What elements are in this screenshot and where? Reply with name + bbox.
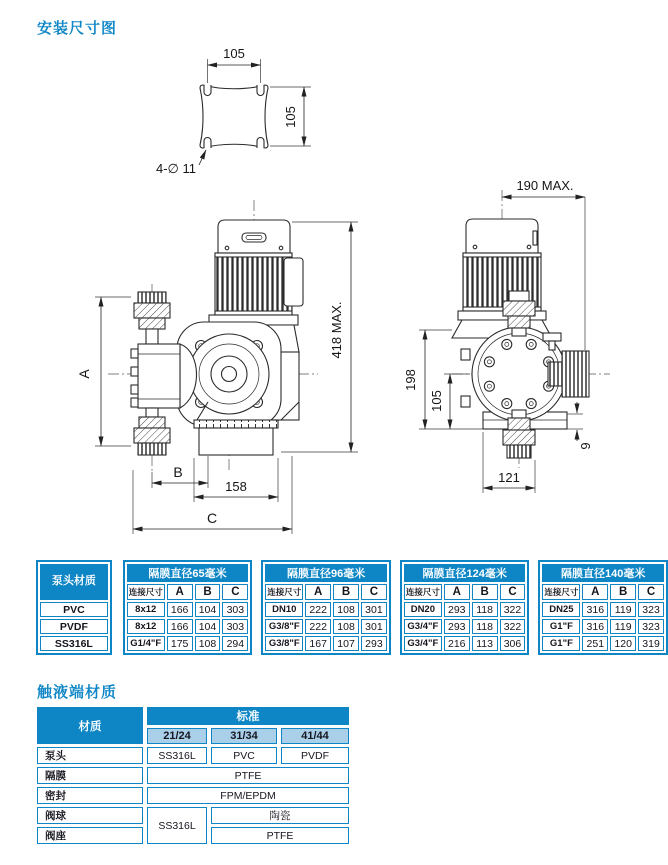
table-cell: 104	[195, 619, 221, 634]
pump-head-material-table	[36, 560, 112, 655]
table-cell: 167	[305, 636, 331, 651]
table-cell: G1"F	[542, 619, 580, 634]
table-cell: 322	[500, 619, 526, 634]
table-cell: 294	[222, 636, 248, 651]
pump-front-view-drawing	[76, 200, 358, 534]
dim-9-label: 9	[578, 442, 593, 450]
section-title-materials: 触液端材质	[37, 684, 118, 701]
column-header: 连接尺寸	[265, 584, 303, 600]
table-cell: PVDF	[281, 747, 349, 764]
plate-height-label: 105	[283, 106, 298, 128]
table-cell: 222	[305, 602, 331, 617]
diaphragm-140-table	[538, 560, 668, 655]
table-cell: 8x12	[127, 602, 165, 617]
table-cell: 303	[222, 602, 248, 617]
dim-198-label: 198	[403, 369, 418, 391]
dim-121-label: 121	[498, 470, 520, 485]
column-header: 连接尺寸	[542, 584, 580, 600]
table-cell: DN25	[542, 602, 580, 617]
table-cell: G3/8"F	[265, 619, 303, 634]
table-title: 隔膜直径140毫米	[542, 564, 664, 582]
table-cell: 306	[500, 636, 526, 651]
model-header: 31/34	[211, 728, 277, 744]
table-cell: 108	[333, 602, 359, 617]
table-cell: 316	[582, 602, 608, 617]
table-cell: 301	[361, 602, 387, 617]
column-header: C	[222, 584, 248, 600]
table-cell: FPM/EPDM	[147, 787, 349, 804]
column-header: 连接尺寸	[127, 584, 165, 600]
column-header: B	[333, 584, 359, 600]
column-header: A	[444, 584, 470, 600]
table-title: 隔膜直径96毫米	[265, 564, 387, 582]
column-header: A	[305, 584, 331, 600]
mounting-plate-drawing	[156, 46, 311, 176]
table-cell: G1/4"F	[127, 636, 165, 651]
table-cell: DN20	[404, 602, 442, 617]
column-header: B	[195, 584, 221, 600]
table-cell: 319	[638, 636, 664, 651]
table-cell: DN10	[265, 602, 303, 617]
table-cell: 216	[444, 636, 470, 651]
table-cell: 118	[472, 619, 498, 634]
table-cell: 8x12	[127, 619, 165, 634]
material-column-header: 材质	[37, 707, 143, 744]
section-title-installation: 安装尺寸图	[37, 20, 118, 37]
pump-head-material-header: 泵头材质	[40, 564, 108, 600]
dim-c-label: C	[206, 510, 218, 526]
table-cell: 104	[195, 602, 221, 617]
table-cell: 166	[167, 602, 193, 617]
column-header: C	[638, 584, 664, 600]
diaphragm-96-table	[261, 560, 391, 655]
table-cell: 113	[472, 636, 498, 651]
column-header: A	[582, 584, 608, 600]
row-label: 阀球	[37, 807, 143, 824]
table-cell: 251	[582, 636, 608, 651]
table-cell: SS316L	[147, 747, 207, 764]
standard-group-header: 标准	[147, 707, 349, 725]
column-header: A	[167, 584, 193, 600]
pump-side-view-drawing	[403, 178, 610, 493]
table-title: 隔膜直径124毫米	[404, 564, 526, 582]
diaphragm-65-table	[123, 560, 253, 655]
model-header: 41/44	[281, 728, 349, 744]
table-cell: 108	[195, 636, 221, 651]
table-cell: 323	[638, 619, 664, 634]
table-cell: 陶瓷	[211, 807, 349, 824]
row-label: 阀座	[37, 827, 143, 844]
diaphragm-124-table	[400, 560, 530, 655]
wetted-end-materials-table	[33, 704, 353, 847]
column-header: 连接尺寸	[404, 584, 442, 600]
dim-base-width-label: 158	[225, 479, 247, 494]
dim-105-label: 105	[429, 390, 444, 412]
table-cell: G3/4"F	[404, 636, 442, 651]
table-cell: 293	[444, 602, 470, 617]
table-cell: 107	[333, 636, 359, 651]
dimension-tables-row	[36, 560, 668, 655]
table-cell: 293	[444, 619, 470, 634]
table-cell: 118	[472, 602, 498, 617]
table-cell: 222	[305, 619, 331, 634]
column-header: B	[610, 584, 636, 600]
table-cell: 303	[222, 619, 248, 634]
table-cell: 316	[582, 619, 608, 634]
table-cell: 119	[610, 602, 636, 617]
table-cell: 108	[333, 619, 359, 634]
table-cell: 322	[500, 602, 526, 617]
table-cell: 120	[610, 636, 636, 651]
column-header: C	[361, 584, 387, 600]
dim-width-max-label: 190 MAX.	[516, 178, 574, 193]
table-cell: G3/4"F	[404, 619, 442, 634]
plate-width-label: 105	[223, 46, 245, 61]
table-cell: 323	[638, 602, 664, 617]
model-header: 21/24	[147, 728, 207, 744]
dim-b-label: B	[173, 464, 183, 480]
row-label: 泵头	[37, 747, 143, 764]
row-label: 隔膜	[37, 767, 143, 784]
table-cell: PTFE	[211, 827, 349, 844]
table-cell: PVC	[211, 747, 277, 764]
table-cell: PTFE	[147, 767, 349, 784]
table-cell: SS316L	[147, 807, 207, 844]
table-cell: 166	[167, 619, 193, 634]
table-cell: 293	[361, 636, 387, 651]
dim-height-label: 418 MAX.	[329, 301, 344, 359]
material-row: PVDF	[40, 619, 108, 634]
table-cell: G3/8"F	[265, 636, 303, 651]
mounting-holes-label: 4-∅ 11	[156, 161, 196, 176]
dim-a-label: A	[76, 369, 92, 379]
column-header: C	[500, 584, 526, 600]
row-label: 密封	[37, 787, 143, 804]
table-title: 隔膜直径65毫米	[127, 564, 249, 582]
table-cell: 175	[167, 636, 193, 651]
material-row: PVC	[40, 602, 108, 617]
table-cell: 119	[610, 619, 636, 634]
column-header: B	[472, 584, 498, 600]
table-cell: 301	[361, 619, 387, 634]
material-row: SS316L	[40, 636, 108, 651]
table-cell: G1"F	[542, 636, 580, 651]
